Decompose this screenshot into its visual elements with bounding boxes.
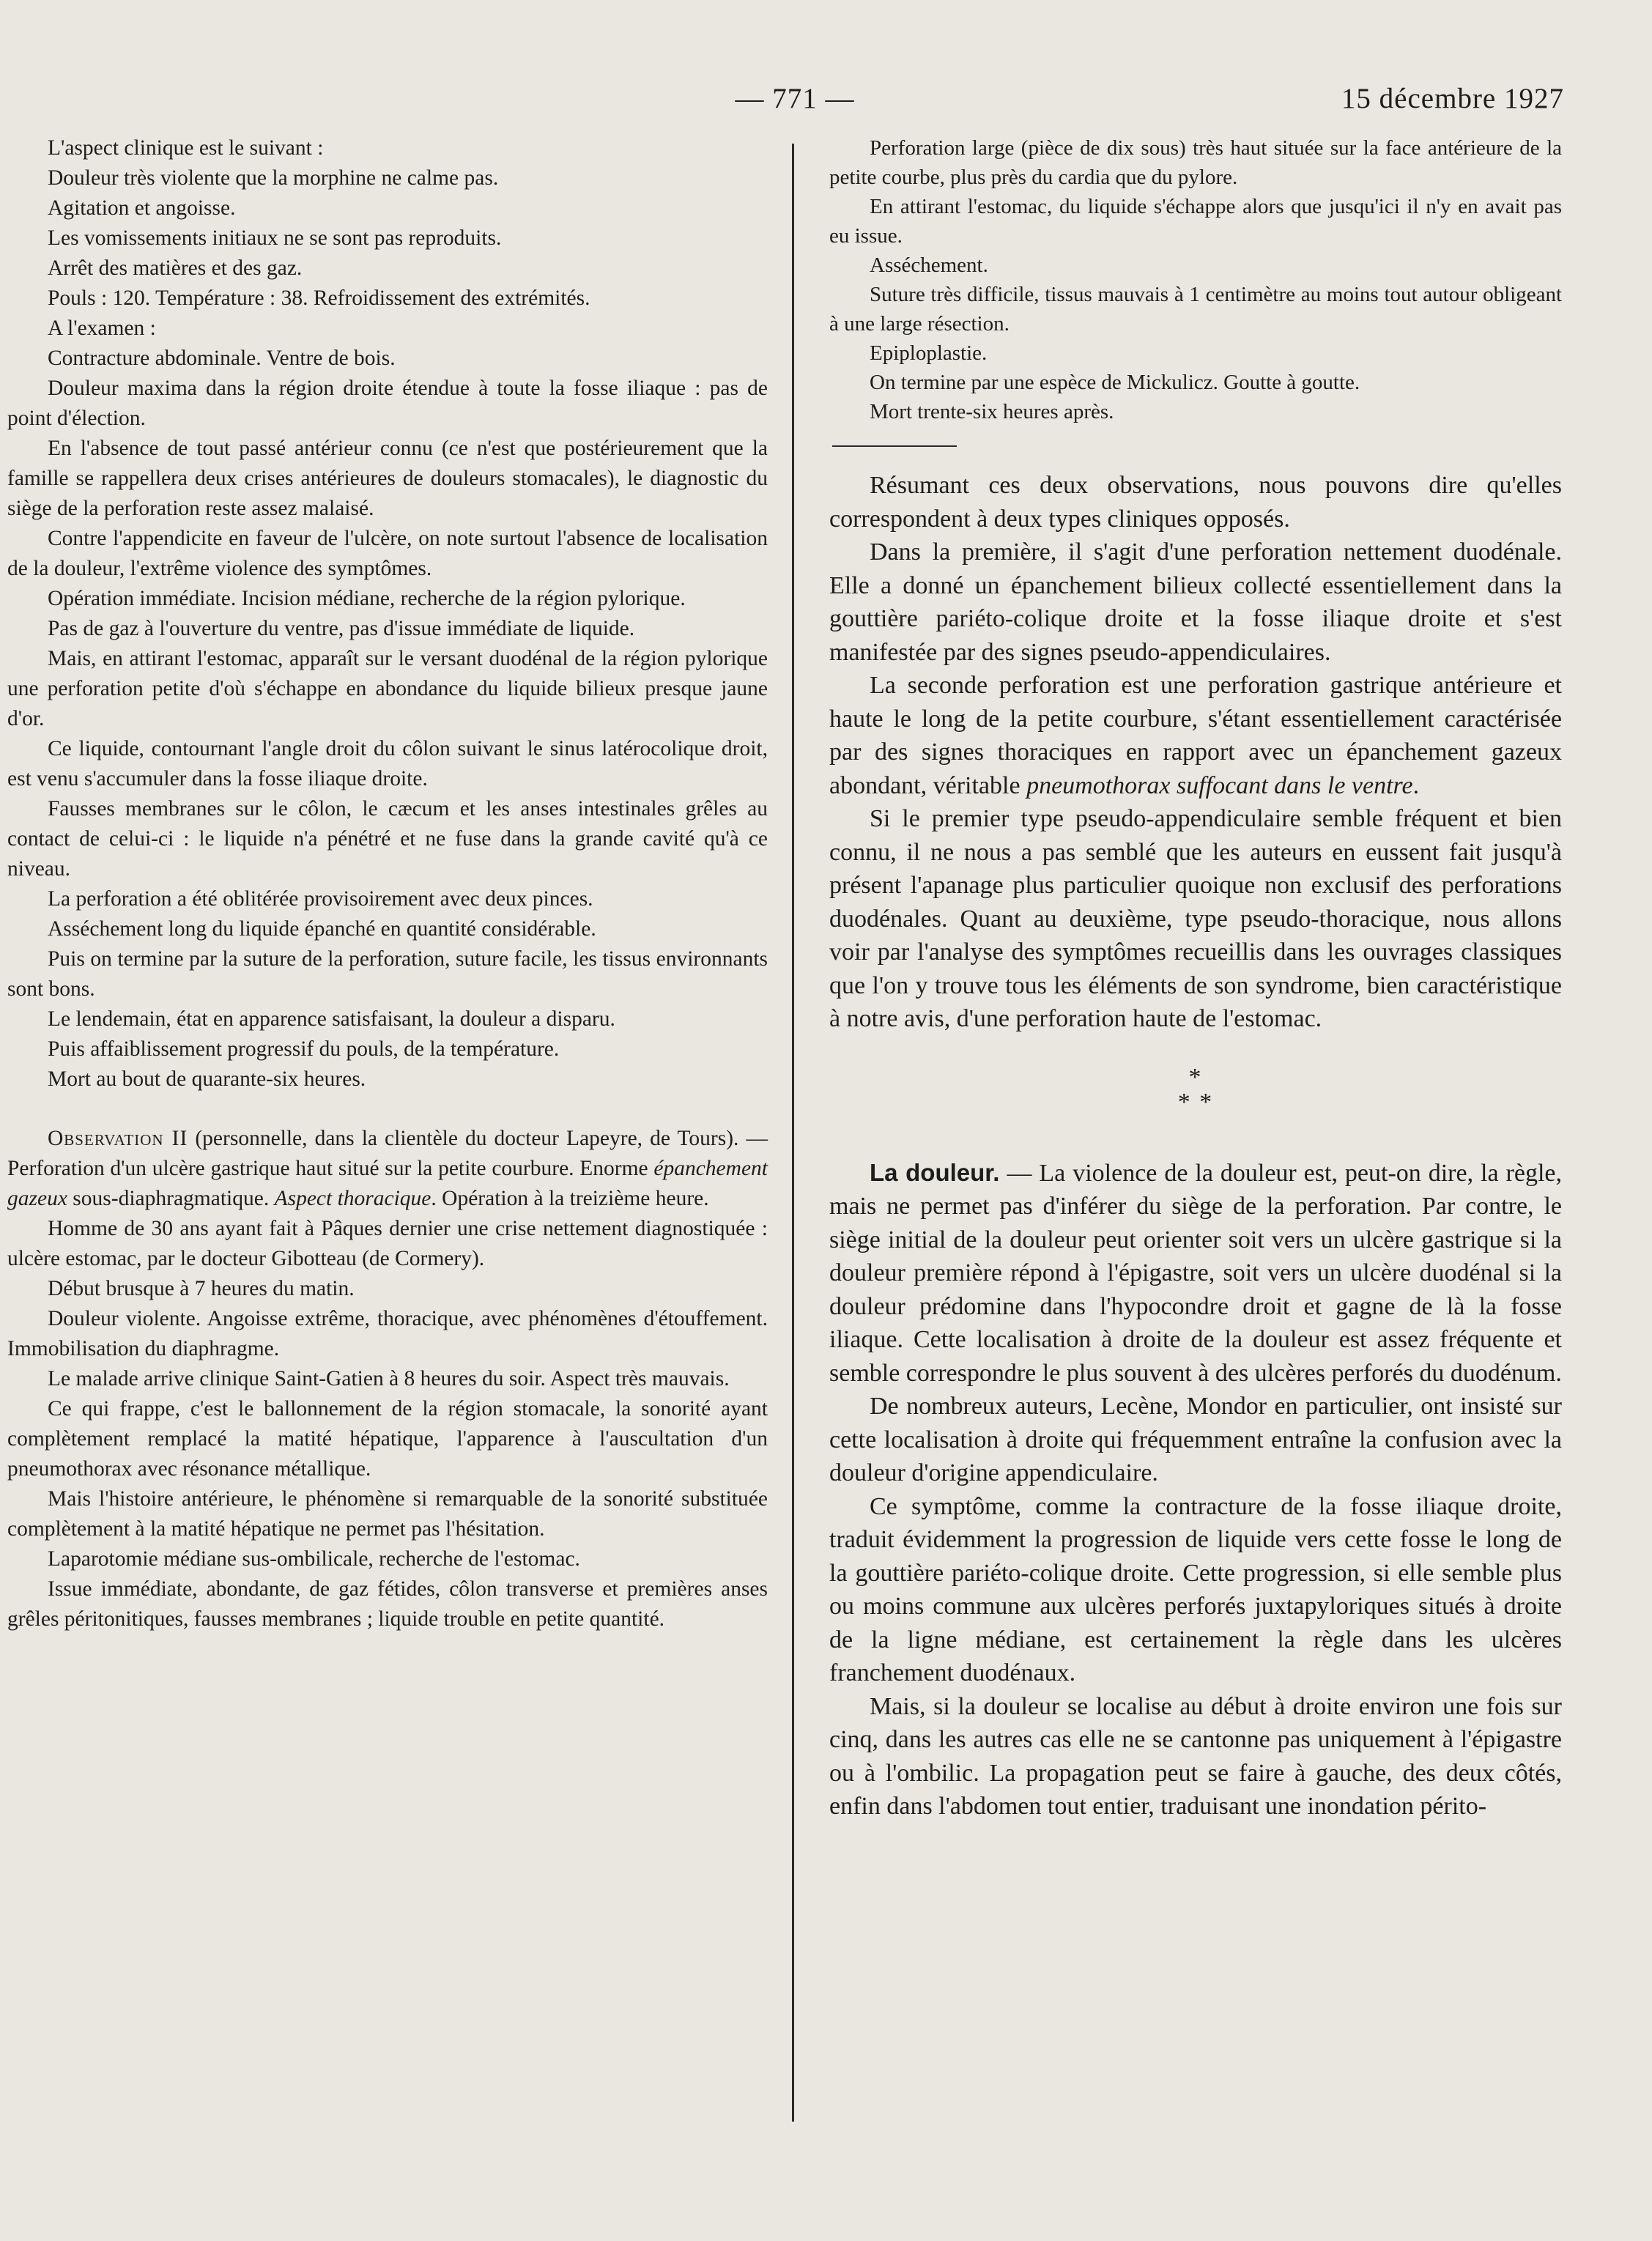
paragraph: Arrêt des matières et des gaz. bbox=[48, 256, 303, 280]
paragraph: Les vomissements initiaux ne se sont pas reproduits. bbox=[48, 226, 502, 250]
paragraph: Ce symptôme, comme la contracture de la fosse iliaque droite, traduit évidemment la progression de liquide vers cette fosse le long de la gouttière pariéto-colique droite. Cette progression, si elle semble plus ou moins commune aux ulcères perforés juxtapyloriques situés à droite de la ligne médiane, est certainement la règle dans les ulcères franchement duodénaux. bbox=[829, 1492, 1562, 1686]
paragraph: Douleur très violente que la morphine ne calme pas. bbox=[48, 166, 499, 190]
paragraph: Mort au bout de quarante-six heures. bbox=[48, 1067, 366, 1091]
paragraph: Mais l'histoire antérieure, le phénomène si remarquable de la sonorité substituée complètement à la matité hépatique ne permet pas l'hésitation. bbox=[7, 1487, 768, 1541]
paragraph: Laparotomie médiane sus-ombilicale, recherche de l'estomac. bbox=[48, 1547, 580, 1571]
observation-2-intro: Observation II (personnelle, dans la clientèle du docteur Lapeyre, de Tours). — Perforation d'un ulcère gastrique haut situé sur la petite courbure. Enorme épanchement gazeux sous-diaphragmatique. Aspect thoracique. Opération à la treizième heure. bbox=[7, 1127, 768, 1210]
observation-2-continuation bbox=[829, 133, 1562, 426]
paragraph: Contre l'appendicite en faveur de l'ulcère, on note surtout l'absence de localisation de la douleur, l'extrême violence des symptômes. bbox=[7, 527, 768, 580]
column-divider bbox=[792, 144, 794, 2122]
left-column bbox=[7, 133, 768, 1634]
paragraph: En attirant l'estomac, du liquide s'échappe alors que jusqu'ici il n'y en avait pas eu issue. bbox=[829, 195, 1562, 248]
paragraph: Si le premier type pseudo-appendiculaire semble fréquent et bien connu, il ne nous a pas semblé que les auteurs en eussent fait jusqu'à présent l'apanage plus particulier quoique non exclusif des perforations duodénales. Quant au deuxième, type pseudo-thoracique, nous allons voir par l'analyse des symptômes recueillis dans les ouvrages classiques que l'on y trouve tous les éléments de son syndrome, bien caractéristique à notre avis, d'une perforation haute de l'estomac. bbox=[829, 805, 1562, 1032]
paragraph: Asséchement. bbox=[870, 253, 988, 277]
right-column bbox=[829, 133, 1562, 1823]
paragraph: Mais, si la douleur se localise au début à droite environ une fois sur cinq, dans les autres cas elle ne se cantonne pas uniquement à l'épigastre ou à l'ombilic. La propagation peut se faire à gauche, des deux côtés, enfin dans l'abdomen tout entier, traduisant une inondation périto- bbox=[829, 1692, 1562, 1820]
paragraph: De nombreux auteurs, Lecène, Mondor en particulier, ont insisté sur cette localisation à droite qui fréquemment entraîne la confusion avec la douleur d'origine appendiculaire. bbox=[829, 1393, 1562, 1486]
paragraph: La perforation a été oblitérée provisoirement avec deux pinces. bbox=[48, 887, 593, 911]
paragraph: Résumant ces deux observations, nous pouvons dire qu'elles correspondent à deux types cliniques opposés. bbox=[829, 472, 1562, 533]
paragraph: Epiploplastie. bbox=[870, 341, 988, 365]
paragraph: Opération immédiate. Incision médiane, recherche de la région pylorique. bbox=[48, 587, 686, 610]
paragraph: Douleur maxima dans la région droite étendue à toute la fosse iliaque : pas de point d'élection. bbox=[7, 377, 768, 430]
paragraph: La seconde perforation est une perforation gastrique antérieure et haute le long de la petite courbure, s'étant essentiellement caractérisée par des signes thoraciques en rapport avec un épanchement gazeux abondant, véritable pneumothorax suffocant dans le ventre. bbox=[829, 672, 1562, 799]
section-rule bbox=[832, 445, 957, 447]
paragraph: Douleur violente. Angoisse extrême, thoracique, avec phénomènes d'étouffement. Immobilisation du diaphragme. bbox=[7, 1307, 768, 1360]
paragraph: Issue immédiate, abondante, de gaz fétides, côlon transverse et premières anses grêles péritonitiques, fausses membranes ; liquide trouble en petite quantité. bbox=[7, 1577, 768, 1631]
paragraph: Ce liquide, contournant l'angle droit du côlon suivant le sinus latérocolique droit, est venu s'accumuler dans la fosse iliaque droite. bbox=[7, 737, 768, 790]
summary-section bbox=[829, 469, 1562, 1823]
paragraph: Le malade arrive clinique Saint-Gatien à 8 heures du soir. Aspect très mauvais. bbox=[48, 1367, 730, 1390]
paragraph: Fausses membranes sur le côlon, le cæcum et les anses intestinales grêles au contact de celui-ci : le liquide n'a pénétré et ne fuse dans la grande cavité qu'à ce niveau. bbox=[7, 797, 768, 881]
paragraph: Pouls : 120. Température : 38. Refroidissement des extrémités. bbox=[48, 286, 590, 310]
paragraph: Dans la première, il s'agit d'une perforation nettement duodénale. Elle a donné un épanchement bilieux collecté essentiellement dans la gouttière pariéto-colique droite et la fosse iliaque droite et s'est manifestée par des signes pseudo-appendiculaires. bbox=[829, 538, 1562, 666]
paragraph: Début brusque à 7 heures du matin. bbox=[48, 1277, 355, 1300]
paragraph: Suture très difficile, tissus mauvais à 1 centimètre au moins tout autour obligeant à une large résection. bbox=[829, 283, 1562, 336]
paragraph: Puis on termine par la suture de la perforation, suture facile, les tissus environnants sont bons. bbox=[7, 947, 768, 1001]
paragraph: Ce qui frappe, c'est le ballonnement de la région stomacale, la sonorité ayant complètement remplacé la matité hépatique, l'apparence à l'auscultation d'un pneumothorax avec résonance métallique. bbox=[7, 1397, 768, 1481]
paragraph: Perforation large (pièce de dix sous) très haut située sur la face antérieure de la petite courbe, plus près du cardia que du pylore. bbox=[829, 136, 1562, 189]
paragraph: Agitation et angoisse. bbox=[48, 196, 236, 220]
paragraph: Homme de 30 ans ayant fait à Pâques dernier une crise nettement diagnostiquée : ulcère estomac, par le docteur Gibotteau (de Cormery). bbox=[7, 1217, 768, 1270]
paragraph: A l'examen : bbox=[48, 316, 156, 340]
paragraph: En l'absence de tout passé antérieur connu (ce n'est que postérieurement que la famille se rappellera deux crises antérieures de douleurs stomacales), le diagnostic du siège de la perforation reste assez malaisé. bbox=[7, 437, 768, 520]
observation-2-text bbox=[7, 1124, 768, 1634]
asterism: * * * bbox=[1177, 1063, 1214, 1116]
paragraph: Asséchement long du liquide épanché en quantité considérable. bbox=[48, 917, 596, 941]
issue-date: 15 décembre 1927 bbox=[1341, 83, 1564, 114]
paragraph: On termine par une espèce de Mickulicz. Goutte à goutte. bbox=[870, 371, 1360, 394]
paragraph: Mort trente-six heures après. bbox=[870, 400, 1114, 423]
paragraph: Pas de gaz à l'ouverture du ventre, pas d'issue immédiate de liquide. bbox=[48, 617, 635, 640]
paragraph: Le lendemain, état en apparence satisfaisant, la douleur a disparu. bbox=[48, 1007, 615, 1031]
paragraph: Contracture abdominale. Ventre de bois. bbox=[48, 347, 396, 370]
paragraph: Puis affaiblissement progressif du pouls, de la température. bbox=[48, 1037, 560, 1061]
page-number: — 771 — bbox=[735, 83, 855, 114]
douleur-section-start: La douleur. — La violence de la douleur est, peut-on dire, la règle, mais ne permet pas d'inférer du siège de la perforation. Par contre, le siège initial de la douleur peut orienter soit vers un ulcère gastrique si la douleur première répond à l'épigastre, soit vers un ulcère duodénal si la douleur prédomine dans l'hypocondre droit et gagne de là la fosse iliaque. Cette localisation à droite de la douleur est assez fréquente et semble correspondre le plus souvent à des ulcères perforés du duodénum. bbox=[829, 1158, 1562, 1387]
observation-1-text bbox=[7, 133, 768, 1094]
section-heading: La douleur. bbox=[870, 1158, 1000, 1186]
paragraph: L'aspect clinique est le suivant : bbox=[48, 136, 324, 160]
observation-label: Observation II bbox=[48, 1127, 188, 1150]
paragraph: Mais, en attirant l'estomac, apparaît sur le versant duodénal de la région pylorique une perforation petite d'où s'échappe en abondance du liquide bilieux presque jaune d'or. bbox=[7, 647, 768, 730]
